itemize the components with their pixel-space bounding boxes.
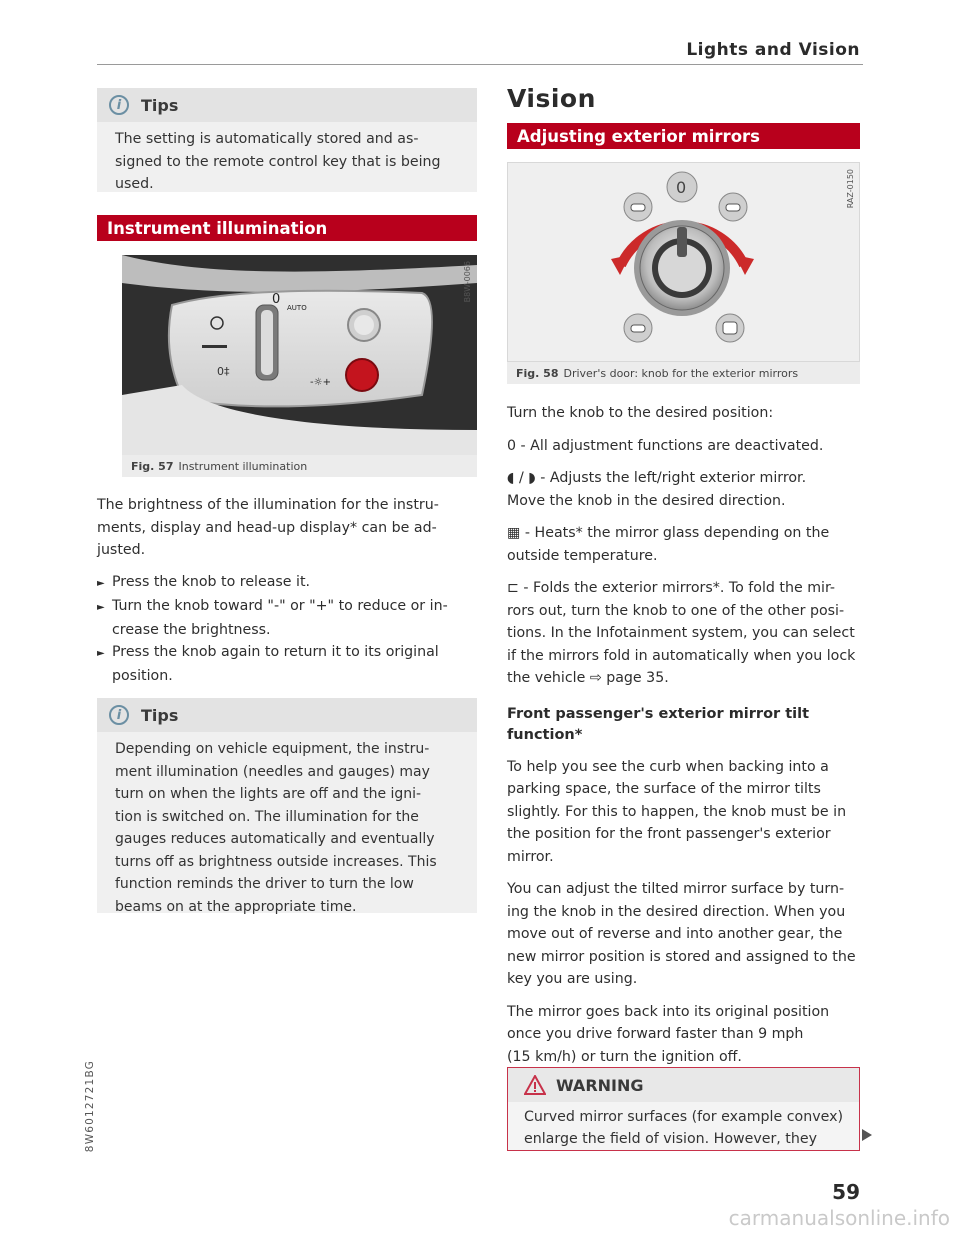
paragraph	[507, 756, 867, 869]
tip-line: ment illumination (needles and gauges) may	[115, 763, 430, 780]
tip-line: tion is switched on. The illumination for the	[115, 808, 419, 825]
list-item-text: Press the knob again to return it to its original	[112, 644, 439, 660]
caption-number: Fig. 58	[516, 366, 559, 380]
tip-header	[97, 698, 477, 732]
instrument-paragraph	[97, 494, 482, 562]
tip-box-2	[97, 698, 477, 913]
figure-code: RAZ-0150	[846, 169, 855, 209]
list-item: ► Press the knob to release it.	[97, 574, 311, 590]
knob-zero-label: 0	[676, 178, 687, 197]
text-line: You can adjust the tilted mirror surface by turn-	[507, 881, 845, 897]
list-item-text: Press the knob to release it.	[112, 574, 311, 590]
figure-58-caption	[507, 362, 860, 384]
text-line: ⊏ - Folds the exterior mirrors*. To fold the mir-	[507, 580, 836, 596]
tip-text	[97, 122, 477, 206]
text-line: parking space, the surface of the mirror tilts	[507, 781, 821, 797]
list-item-text: Turn the knob toward "-" or "+" to reduce or in-	[112, 598, 448, 614]
text-line: (15 km/h) or turn the ignition off.	[507, 1048, 742, 1065]
paragraph	[507, 577, 867, 690]
subheading	[507, 704, 867, 746]
figure-58	[507, 162, 860, 362]
text-line: ▦ - Heats* the mirror glass depending on the	[507, 525, 830, 541]
tip-line: signed to the remote control key that is being	[115, 153, 441, 170]
text-line: the position for the front passenger's exterior	[507, 826, 831, 842]
tip-line: Depending on vehicle equipment, the instru-	[115, 741, 430, 757]
text-line: mirror.	[507, 848, 554, 865]
warning-box	[507, 1067, 860, 1151]
tip-line: gauges reduces automatically and eventually	[115, 831, 435, 847]
text-line: outside temperature.	[507, 547, 658, 564]
header-rule	[97, 64, 863, 65]
info-icon: i	[109, 705, 129, 725]
warning-text	[508, 1102, 859, 1158]
tip-label: Tips	[141, 95, 179, 115]
warning-line: enlarge the field of vision. However, they	[524, 1131, 817, 1147]
figure-code: B8W-0066	[463, 261, 472, 303]
subheading-line: function*	[507, 726, 583, 743]
text-line: ments, display and head-up display* can be ad-	[97, 519, 437, 536]
caption-text: Instrument illumination	[178, 459, 308, 473]
knob-minus-plus-label: -☼+	[310, 377, 331, 388]
warning-line: Curved mirror surfaces (for example convex)	[524, 1109, 844, 1125]
tip-label: Tips	[141, 705, 179, 725]
subheading-line: Front passenger's exterior mirror tilt	[507, 705, 810, 722]
tip-line: beams on at the appropriate time.	[115, 898, 357, 915]
tip-text	[97, 732, 477, 928]
text-line: Turn the knob to the desired position:	[507, 405, 774, 421]
text-line: 0 - All adjustment functions are deactivated.	[507, 437, 824, 454]
warning-triangle-icon	[524, 1075, 546, 1095]
tip-line: used.	[115, 176, 154, 192]
caption-number: Fig. 57	[131, 459, 174, 473]
watermark: carmanualsonline.info	[728, 1206, 950, 1230]
text-line: The mirror goes back into its original position	[507, 1003, 830, 1020]
text-line: tions. In the Infotainment system, you can select	[507, 625, 855, 641]
text-line: The brightness of the illumination for the instru-	[97, 497, 439, 513]
text-line: ing the knob in the desired direction. When you	[507, 903, 846, 920]
knob-zero-label: 0	[272, 292, 281, 307]
text-line: rors out, turn the knob to one of the other posi-	[507, 602, 845, 619]
continue-arrow-icon	[862, 1129, 872, 1141]
knob-auto-label: AUTO	[287, 304, 307, 312]
tip-box-1	[97, 88, 477, 192]
section-banner-instrument-illumination: Instrument illumination	[97, 215, 477, 241]
warning-label: WARNING	[556, 1075, 644, 1095]
info-icon: i	[109, 95, 129, 115]
list-item: ► Turn the knob toward "-" or "+" to reduce or in- crease the brightness.	[97, 598, 448, 638]
document-code: 8W6012721BG	[84, 1060, 96, 1153]
figure-57	[122, 255, 477, 455]
text-line: To help you see the curb when backing into a	[507, 758, 829, 775]
warning-header	[508, 1068, 859, 1102]
instrument-knob-photo	[122, 255, 477, 455]
paragraph	[507, 467, 867, 512]
section-banner-exterior-mirrors: Adjusting exterior mirrors	[507, 123, 860, 149]
svg-text:0‡: 0‡	[217, 365, 230, 378]
text-line: move out of reverse and into another gear, the	[507, 926, 843, 942]
page-number: 59	[832, 1180, 860, 1204]
list-item: ► Press the knob again to return it to its original position.	[97, 644, 439, 684]
paragraph	[507, 522, 867, 567]
text-line: ◖ / ◗ - Adjusts the left/right exterior mirror.	[507, 470, 807, 486]
mirror-knob-diagram	[508, 163, 859, 361]
text-line: justed.	[97, 542, 146, 558]
text-line: Move the knob in the desired direction.	[507, 492, 786, 509]
tip-line: turns off as brightness outside increases. This	[115, 853, 437, 870]
list-item-text: crease the brightness.	[112, 622, 271, 638]
instruction-list	[97, 571, 482, 687]
text-line: if the mirrors fold in automatically when you lock	[507, 647, 856, 664]
running-header: Lights and Vision	[686, 40, 860, 60]
tip-line: The setting is automatically stored and as-	[115, 131, 419, 147]
list-item-text: position.	[112, 668, 173, 684]
caption-text: Driver's door: knob for the exterior mirrors	[563, 366, 799, 380]
section-title-vision: Vision	[507, 84, 596, 113]
figure-57-caption	[122, 455, 477, 477]
paragraph	[507, 1001, 867, 1069]
paragraph	[507, 878, 867, 991]
text-line: key you are using.	[507, 971, 638, 987]
tip-line: turn on when the lights are off and the igni-	[115, 786, 422, 802]
tip-line: function reminds the driver to turn the low	[115, 876, 414, 892]
mirror-text	[507, 402, 867, 1068]
tip-header	[97, 88, 477, 122]
text-line: the vehicle ⇨ page 35.	[507, 670, 669, 686]
text-line: new mirror position is stored and assigned to the	[507, 948, 856, 965]
text-line: slightly. For this to happen, the knob must be in	[507, 803, 847, 820]
text-line: once you drive forward faster than 9 mph	[507, 1026, 804, 1042]
